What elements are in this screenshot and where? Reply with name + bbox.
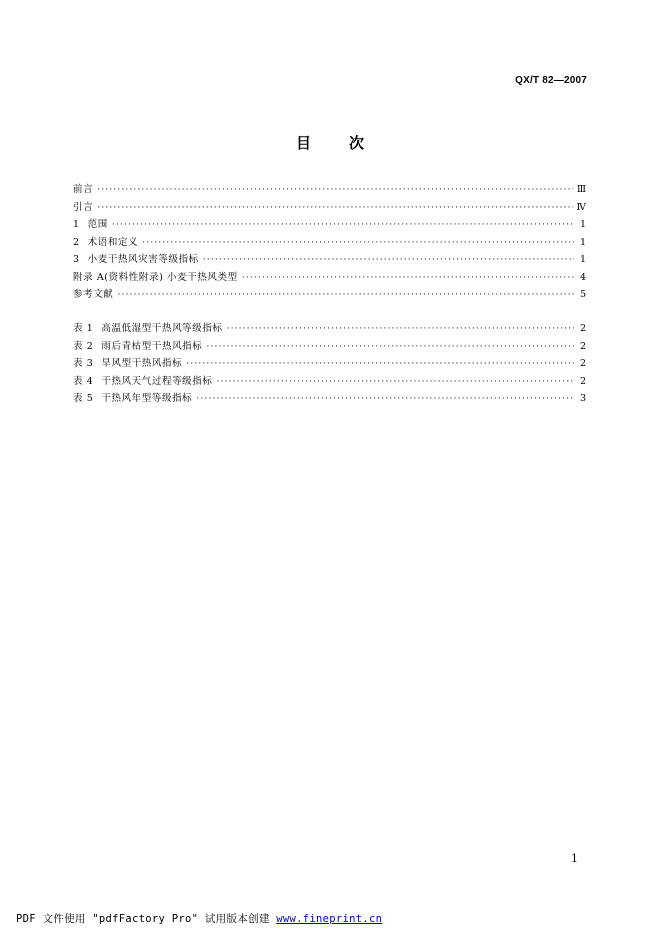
toc-table-entry[interactable] bbox=[73, 355, 586, 373]
toc-entry-label: 前言 bbox=[73, 184, 94, 195]
toc-entry[interactable] bbox=[73, 234, 586, 252]
toc-title-part1: 目 bbox=[295, 134, 313, 152]
toc-entries bbox=[73, 181, 586, 304]
toc-entry-page: 3 bbox=[579, 393, 586, 404]
toc-entry-page: 5 bbox=[579, 289, 586, 300]
dot-leader bbox=[97, 181, 573, 199]
toc-entry-label: 2 术语和定义 bbox=[73, 234, 138, 252]
toc-entry-page: 1 bbox=[579, 236, 586, 248]
toc-entry-label: 表 5 干热风年型等级指标 bbox=[73, 390, 192, 408]
dot-leader bbox=[216, 373, 574, 391]
toc-table-entry[interactable] bbox=[73, 390, 586, 408]
toc-entry-number: 1 bbox=[73, 219, 80, 230]
table-number: 表 3 bbox=[73, 358, 94, 369]
footer-text: PDF 文件使用 "pdfFactory Pro" 试用版本创建 bbox=[16, 913, 277, 925]
toc-table-entry[interactable] bbox=[73, 373, 586, 391]
toc-entry-page: Ⅲ bbox=[576, 184, 586, 195]
toc-entry-label: 表 1 高温低湿型干热风等级指标 bbox=[73, 320, 223, 338]
toc-entry-label: 引言 bbox=[73, 201, 94, 213]
toc-entry-label: 表 4 干热风天气过程等级指标 bbox=[73, 373, 212, 391]
toc-entry[interactable] bbox=[73, 251, 586, 269]
toc-entry-page: Ⅳ bbox=[576, 201, 586, 213]
toc-entry-page: 2 bbox=[579, 375, 586, 387]
footer-link[interactable]: www.fineprint.cn bbox=[276, 913, 383, 925]
toc-entry-label: 参考文献 bbox=[73, 289, 114, 300]
dot-leader bbox=[186, 355, 574, 373]
toc-entry-page: 2 bbox=[579, 358, 586, 369]
toc-entry[interactable] bbox=[73, 286, 586, 304]
toc-entry[interactable] bbox=[73, 269, 586, 287]
dot-leader bbox=[112, 216, 574, 234]
dot-leader bbox=[242, 269, 574, 287]
dot-leader bbox=[97, 199, 572, 217]
toc-entry-page: 2 bbox=[579, 340, 586, 352]
pdf-footer bbox=[16, 911, 382, 926]
page-number: 1 bbox=[571, 852, 578, 865]
dot-leader bbox=[117, 286, 574, 304]
toc-entry-page: 1 bbox=[579, 219, 586, 230]
toc-entry-label: 3 小麦干热风灾害等级指标 bbox=[73, 251, 199, 269]
dot-leader bbox=[206, 338, 574, 356]
toc-title bbox=[0, 132, 662, 153]
toc-table-entry[interactable] bbox=[73, 320, 586, 338]
toc-table-entries bbox=[73, 320, 586, 408]
dot-leader bbox=[196, 390, 574, 408]
toc-entry-page: 1 bbox=[579, 254, 586, 265]
table-number: 表 5 bbox=[73, 393, 94, 404]
toc-entry-page: 2 bbox=[579, 323, 586, 334]
toc-entry-number: 2 bbox=[73, 236, 80, 248]
dot-leader bbox=[227, 320, 574, 338]
toc-entry[interactable] bbox=[73, 199, 586, 217]
toc-entry-label: 1 范围 bbox=[73, 216, 108, 234]
toc-entry-label: 表 3 旱风型干热风指标 bbox=[73, 355, 182, 373]
dot-leader bbox=[203, 251, 574, 269]
toc-title-part2: 次 bbox=[349, 134, 367, 152]
document-code: QX/T 82—2007 bbox=[515, 75, 587, 86]
table-number: 表 4 bbox=[73, 375, 94, 387]
table-number: 表 2 bbox=[73, 340, 94, 352]
toc-entry-page: 4 bbox=[579, 271, 586, 283]
toc-entry[interactable] bbox=[73, 216, 586, 234]
dot-leader bbox=[142, 234, 574, 252]
toc-entry-label: 表 2 雨后青枯型干热风指标 bbox=[73, 338, 202, 356]
toc-table-entry[interactable] bbox=[73, 338, 586, 356]
toc-entry-number: 3 bbox=[73, 254, 80, 265]
toc-entry-label: 附录 A(资料性附录) 小麦干热风类型 bbox=[73, 271, 238, 283]
table-number: 表 1 bbox=[73, 323, 94, 334]
toc-entry[interactable] bbox=[73, 181, 586, 199]
